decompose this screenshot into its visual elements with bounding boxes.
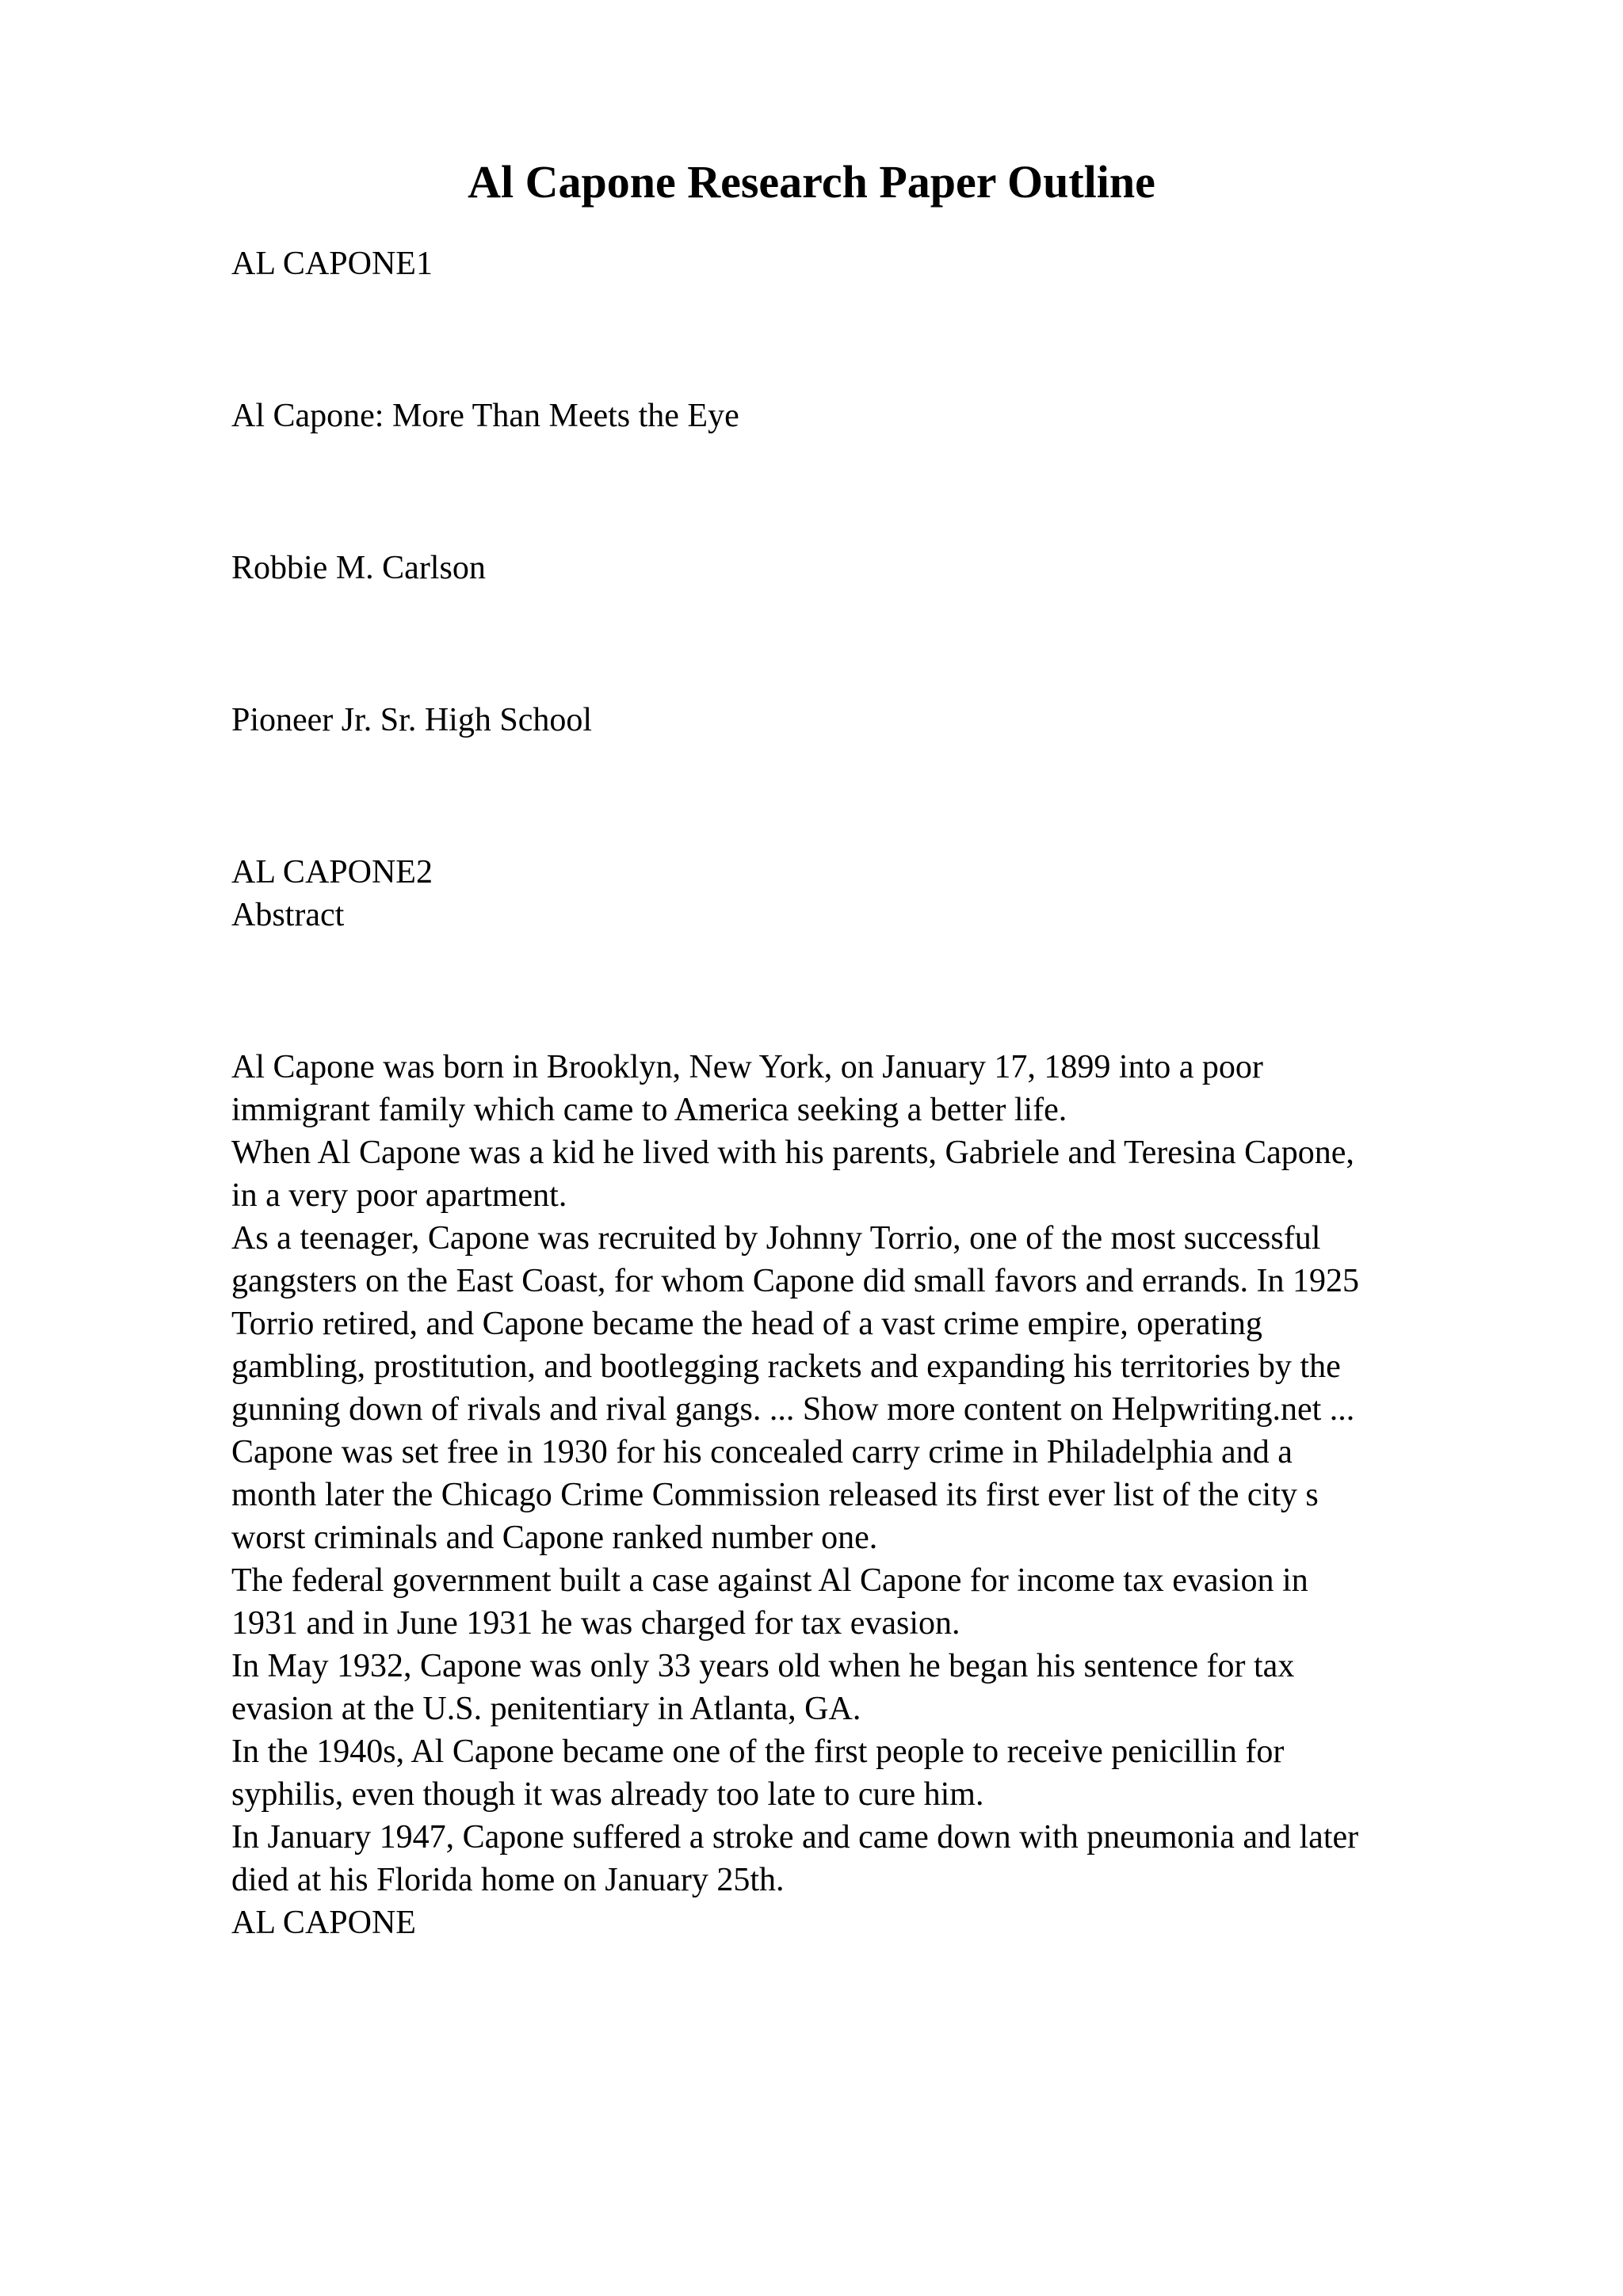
body-line: 1931 and in June 1931 he was charged for tax evasion.: [231, 1605, 960, 1642]
body-line: Al Capone: More Than Meets the Eye: [231, 398, 739, 434]
body-line: worst criminals and Capone ranked number one.: [231, 1520, 878, 1556]
body-line: evasion at the U.S. penitentiary in Atlanta, GA.: [231, 1691, 861, 1727]
body-line: Robbie M. Carlson: [231, 550, 486, 586]
blank-line: [231, 970, 1499, 1013]
body-line: As a teenager, Capone was recruited by Johnny Torrio, one of the most successful: [231, 1220, 1321, 1257]
blank-line: [231, 318, 1499, 361]
blank-line: [231, 471, 1499, 513]
body-line: month later the Chicago Crime Commission released its first ever list of the city s: [231, 1477, 1319, 1513]
blank-line: [231, 623, 1499, 666]
body-line: Abstract: [231, 897, 345, 933]
body-line: died at his Florida home on January 25th.: [231, 1862, 785, 1898]
body-line: gunning down of rivals and rival gangs. ... Show more content on Helpwriting.net ...: [231, 1391, 1355, 1428]
body-line: in a very poor apartment.: [231, 1177, 567, 1214]
body-line: When Al Capone was a kid he lived with his parents, Gabriele and Teresina Capone,: [231, 1135, 1354, 1171]
body-line: In January 1947, Capone suffered a stroke and came down with pneumonia and later: [231, 1819, 1359, 1855]
body-line: In May 1932, Capone was only 33 years old when he began his sentence for tax: [231, 1648, 1295, 1684]
document-title: Al Capone Research Paper Outline: [468, 156, 1155, 208]
body-line: immigrant family which came to America seeking a better life.: [231, 1092, 1067, 1128]
body-line: AL CAPONE1: [231, 246, 433, 282]
body-line: Torrio retired, and Capone became the head of a vast crime empire, operating: [231, 1306, 1262, 1342]
document-body: [231, 242, 1499, 1944]
body-line: Al Capone was born in Brooklyn, New York, on January 17, 1899 into a poor: [231, 1049, 1263, 1085]
body-line: The federal government built a case against Al Capone for income tax evasion in: [231, 1562, 1308, 1599]
body-line: gangsters on the East Coast, for whom Capone did small favors and errands. In 1925: [231, 1263, 1360, 1299]
body-line: syphilis, even though it was already too late to cure him.: [231, 1776, 984, 1813]
body-line: gambling, prostitution, and bootlegging rackets and expanding his territories by the: [231, 1348, 1341, 1385]
body-line: Capone was set free in 1930 for his concealed carry crime in Philadelphia and a: [231, 1434, 1293, 1470]
blank-line: [231, 775, 1499, 818]
body-line: Pioneer Jr. Sr. High School: [231, 702, 593, 738]
body-line: AL CAPONE2: [231, 854, 433, 891]
body-line: In the 1940s, Al Capone became one of the first people to receive penicillin for: [231, 1733, 1285, 1770]
body-line: AL CAPONE: [231, 1905, 416, 1941]
